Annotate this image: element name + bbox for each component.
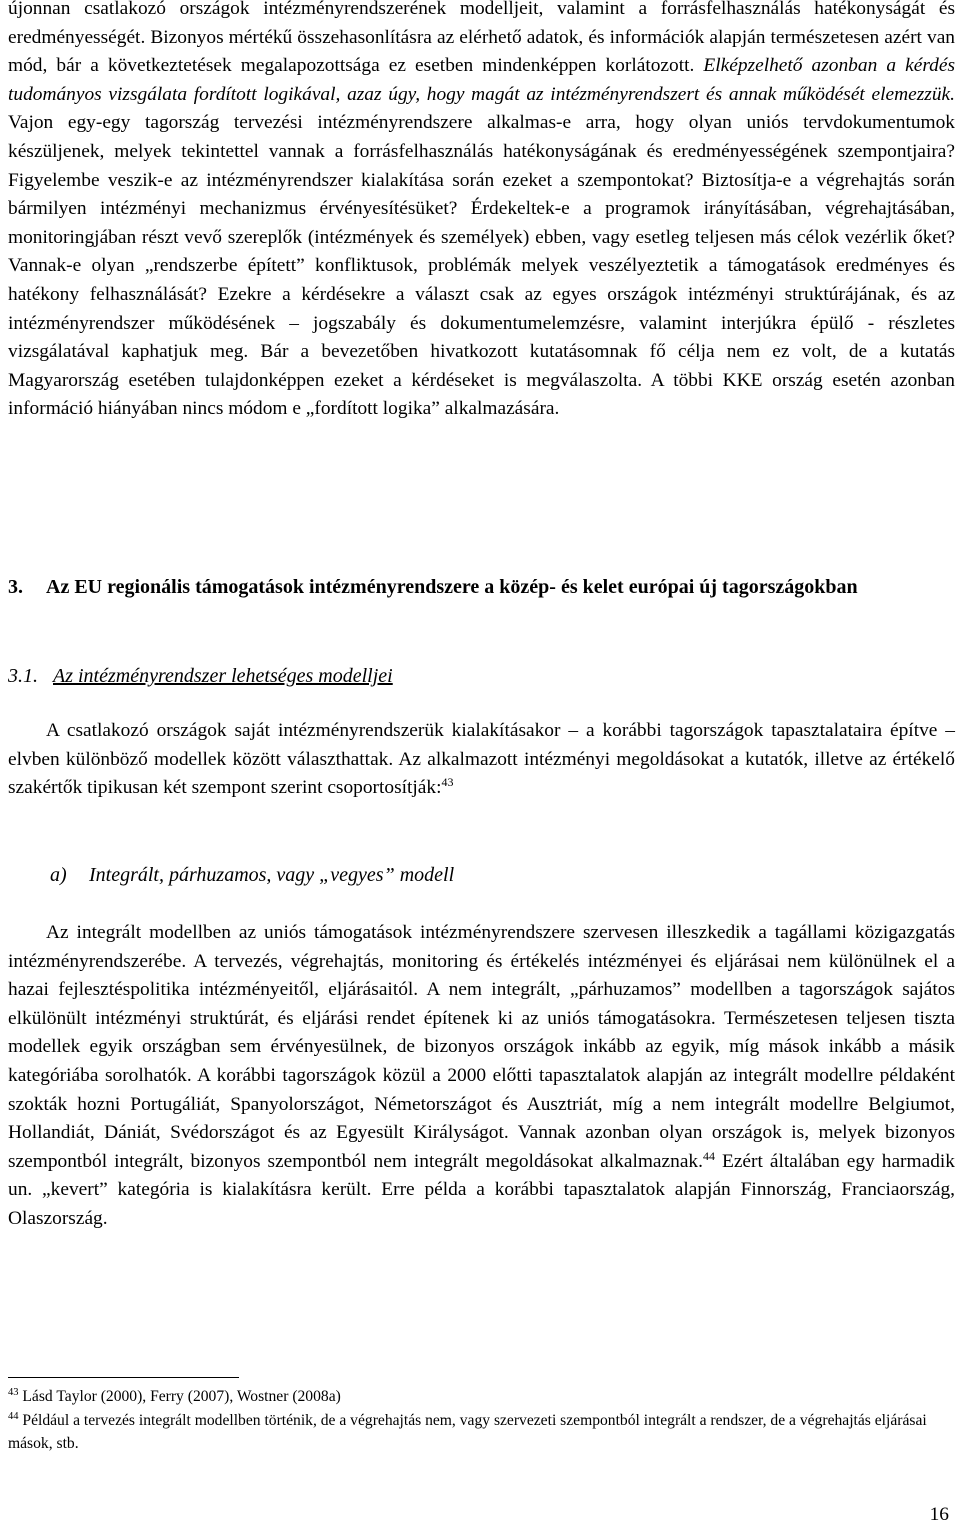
paragraph-1-italic-text: Elképzelhető azonban a kérdés tudományos vizsgálata fordított logikával, azaz úgy, hogy magát az intézményrendszert és annak működését elemezzük.: [8, 55, 955, 105]
footnote-43-number: 43: [8, 1387, 19, 1398]
section-3-heading: [8, 573, 955, 602]
section-3-number: 3.: [8, 576, 23, 598]
section-3-1-title: Az intézményrendszer lehetséges modelljei: [53, 665, 393, 687]
footnote-43: [8, 1386, 955, 1409]
footnote-44-text: Például a tervezés integrált modellben történik, de a végrehajtás nem, vagy szervezeti szempontból integrált a rendszer, de a végrehajtás eljárásai mások, stb.: [8, 1412, 927, 1452]
paragraph-1-text-continued: Vajon egy-egy tagország tervezési intézményrendszere alkalmas-e arra, hogy olyan uniós tervdokumentumok készüljenek, melyek tekintettel vannak a forrásfelhasználás hatékonyságának és eredményességének szempontjaira? Figyelembe veszik-e az intézményrendszer kialakítása során ezeket a szempontokat? Biztosítja-e a végrehajtás során bármilyen intézményi mechanizmus érvényesítésüket? Érdekeltek-e a programok irányításában, végrehajtásában, monitoringjában részt vevő szereplők (intézmények és személyek) ebben, vagy esetleg teljesen más célok vezérlik őket? Vannak-e olyan „rendszerbe épített” konfliktusok, problémák melyek veszélyeztetik a támogatások eredményes és hatékony felhasználását? Ezekre a kérdésekre a választ csak az egyes országok intézményi struktúrájának, és az intézményrendszer működésének – jogszabály és dokumentumelemzésre, valamint interjúkra épülő - részletes vizsgálatával kaphatjuk meg. Bár a bevezetőben hivatkozott kutatásomnak fő célja nem ez volt, de a kutatás Magyarország esetében tulajdonképpen ezeket a kérdéseket is megválaszolta. A többi KKE ország esetén azonban információ hiányában nincs módom e „fordított logika” alkalmazására.: [8, 112, 955, 420]
footnote-44: [8, 1410, 955, 1455]
footnote-ref-43[interactable]: 43: [441, 775, 454, 790]
section-3-1-heading: [8, 662, 393, 690]
section-3-1-number: 3.1.: [8, 665, 38, 687]
section-3-title: Az EU regionális támogatások intézményrendszere a közép- és kelet európai új tagországokban: [46, 576, 858, 598]
body-paragraph-3: [8, 919, 955, 1234]
subsection-a-title: Integrált, párhuzamos, vagy „vegyes” modell: [89, 864, 455, 886]
document-page: [8, 0, 955, 1530]
footnote-44-number: 44: [8, 1411, 19, 1422]
footnote-43-text: Lásd Taylor (2000), Ferry (2007), Wostner (2008a): [22, 1388, 341, 1405]
subsection-a-label: a): [50, 864, 67, 886]
subsection-a-heading: [50, 861, 454, 889]
paragraph-3-text: Az integrált modellben az uniós támogatások intézményrendszere szervesen illeszkedik a tagállami közigazgatás intézményrendszerébe. A tervezés, végrehajtás, monitoring és értékelés intézményei és eljárásai nem különülnek el a hazai fejlesztéspolitika intézményeitől, eljárásaitól. A nem integrált, „párhuzamos” modellben a tagországok sajátos elkülönült intézményi struktúrát, és eljárási rendet építenek ki az uniós támogatásokra. Természetesen teljesen tiszta modellek egyik országban sem érvényesülnek, de bizonyos országok inkább az egyik, míg mások inkább a másik kategóriába sorolhatók. A korábbi tagországok közül a 2000 előtti tapasztalatok alapján az integrált modellre példaként szokták hozni Portugáliát, Spanyolországot, Németországot és Ausztriát, míg a nem integrált modellre Belgiumot, Hollandiát, Dániát, Svédországot és az Egyesült Királyságot. Vannak azonban olyan országok is, melyek bizonyos szempontból integrált, bizonyos szempontból nem integrált megoldásokat alkalmaznak.: [8, 922, 955, 1172]
footnote-separator: [8, 1377, 239, 1378]
body-paragraph-1: [8, 0, 955, 424]
page-number: 16: [929, 1504, 949, 1525]
body-paragraph-2: [8, 717, 955, 803]
footnote-ref-44[interactable]: 44: [702, 1148, 715, 1163]
paragraph-3-text-continued: Ezért általában egy harmadik un. „kevert” kategória is kialakításra került. Erre példa a korábbi tapasztalatok alapján Finnország, Franciaország, Olaszország.: [8, 1150, 955, 1229]
paragraph-2-text: A csatlakozó országok saját intézményrendszerük kialakításakor – a korábbi tagországok tapasztalataira építve – elvben különböző modellek között választhattak. Az alkalmazott intézményi megoldásokat a kutatók, illetve az értékelő szakértők tipikusan két szempont szerint csoportosítják:: [8, 720, 955, 799]
paragraph-1-text: újonnan csatlakozó országok intézményrendszerének modelljeit, valamint a forrásfelhasználás hatékonyságát és eredményességét. Bizonyos mértékű összehasonlításra az elérhető adatok, és információk alapján természetesen azért van mód, bár a következtetések megalapozottsága ez esetben mindenképpen korlátozott.: [8, 0, 955, 77]
